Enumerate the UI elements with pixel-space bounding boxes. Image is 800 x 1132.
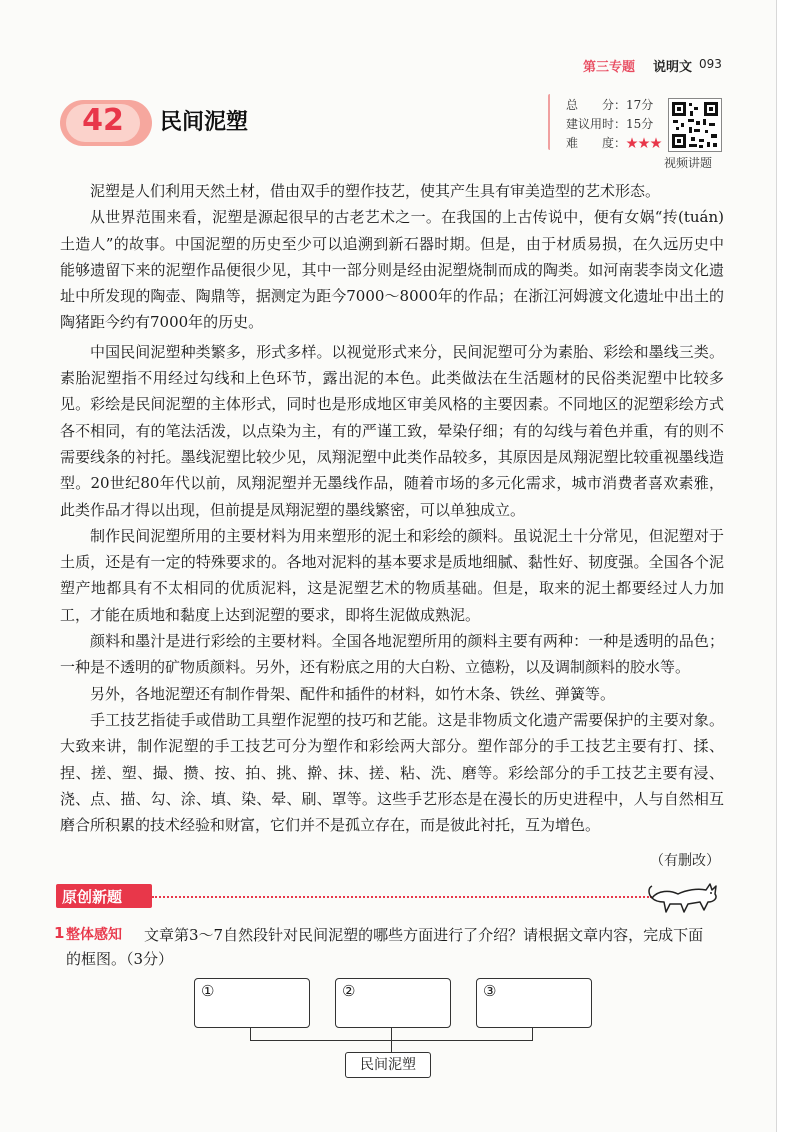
framework-root: 民间泥塑: [345, 1052, 431, 1078]
paragraph-3: 中国民间泥塑种类繁多，形式多样。以视觉形式来分，民间泥塑可分为素胎、彩绘和墨线三类。素胎泥塑指不用经过勾线和上色环节，露出泥的本色。此类做法在生活题材的民俗类泥塑中比较多见。彩绘是民间泥塑的主体形式，同时也是形成地区审美风格的主要因素。不同地区的泥塑彩绘方式各不相同，有的笔法活泼，以点染为主，有的严谨工致，晕染仔细；有的勾线与着色并重，有的则不需要线条的衬托。墨线泥塑比较少见，凤翔泥塑中此类作品较多，其原因是凤翔泥塑比较重视墨线造型。20世纪80年代以前，凤翔泥塑并无墨线作品，随着市场的多元化需求，城市消费者喜欢素雅，此类作品才得以出现，但前提是凤翔泥塑的墨线繁密，可以单独成立。: [60, 342, 724, 519]
connector-3: [532, 1027, 533, 1041]
video-label: 视频讲题: [664, 156, 713, 170]
answer-box-2-label: ②: [342, 982, 356, 1000]
question-text: 文章第3～7自然段针对民间泥塑的哪些方面进行了介绍？请根据文章内容，完成下面: [144, 926, 704, 944]
qr-code-icon[interactable]: [668, 98, 722, 152]
answer-box-3[interactable]: [476, 978, 592, 1028]
connector-horizontal: [250, 1040, 532, 1041]
info-total-label: 总 分：: [566, 98, 627, 112]
info-difficulty-label: 难 度：: [566, 136, 627, 150]
paragraph-7: 手工技艺指徒手或借助工具塑作泥塑的技巧和艺能。这是非物质文化遗产需要保护的主要对象。大致来讲，制作泥塑的手工技艺可分为塑作和彩绘两大部分。塑作部分的手工技艺主要有打、揉、捏、搓、塑、撮、攒、按、拍、挑、擀、抹、搓、粘、洗、磨等。彩绘部分的手工技艺主要有浸、浇、点、描、勾、涂、填、染、晕、刷、罩等。这些手艺形态是在漫长的历史进程中，人与自然相互磨合所积累的技术经验和财富，它们并不是孤立存在，而是彼此衬托，互为增色。: [60, 710, 724, 835]
cat-icon: [648, 876, 720, 916]
lesson-number: 42: [82, 103, 124, 138]
paragraph-6: 另外，各地泥塑还有制作骨架、配件和插件的材料，如竹木条、铁丝、弹簧等。: [90, 684, 616, 703]
source-note: （有删改）: [650, 853, 720, 869]
page-edge: [776, 0, 800, 1132]
paragraph-5: 颜料和墨汁是进行彩绘的主要材料。全国各地泥塑所用的颜料主要有两种：一种是透明的品色；一种是不透明的矿物质颜料。另外，还有粉底之用的大白粉、立德粉，以及调制颜料的胶水等。: [60, 632, 724, 677]
info-time-value: 15分: [626, 117, 654, 131]
paragraph-1: 泥塑是人们利用天然土材，借由双手的塑作技艺，使其产生具有审美造型的艺术形态。: [90, 182, 661, 200]
question-number: 1: [54, 924, 65, 942]
header-type: 说明文: [653, 60, 693, 75]
answer-box-2[interactable]: [335, 978, 451, 1028]
answer-box-3-label: ③: [483, 982, 497, 1000]
connector-1: [250, 1027, 251, 1041]
article-body: [60, 178, 724, 838]
page-number: 093: [699, 57, 722, 71]
info-time-label: 建议用时：: [566, 117, 627, 131]
question-text-cont: 的框图。（3分）: [66, 950, 174, 968]
section-label: 原创新题: [62, 888, 123, 906]
answer-box-1[interactable]: [194, 978, 310, 1028]
info-time: [566, 115, 653, 132]
dotted-divider: [152, 896, 652, 898]
difficulty-stars: ★★★: [626, 136, 663, 150]
question-tag: 整体感知: [66, 927, 122, 943]
lesson-title: 民间泥塑: [160, 110, 249, 135]
answer-box-1-label: ①: [201, 982, 215, 1000]
paragraph-2: 从世界范围来看，泥塑是源起很早的古老艺术之一。在我国的上古传说中，便有女娲“抟(tuán)土造人”的故事。中国泥塑的历史至少可以追溯到新石器时期。但是，由于材质易损，在久远历史中能够遗留下来的泥塑作品便很少见，其中一部分则是经由泥塑烧制而成的陶类。如河南裴李岗文化遗址中所发现的陶壶、陶鼎等，据测定为距今7000～8000年的作品；在浙江河姆渡文化遗址中出土的陶猪距今约有7000年的历史。: [60, 208, 724, 332]
info-difficulty: [566, 134, 662, 151]
info-total-value: 17分: [626, 98, 654, 112]
paragraph-4: 制作民间泥塑所用的主要材料为用来塑形的泥土和彩绘的颜料。虽说泥土十分常见，但泥塑对于土质，还是有一定的特殊要求的。各地对泥料的基本要求是质地细腻、黏性好、韧度强。全国各个泥塑产地都具有不太相同的优质泥料，这是泥塑艺术的物质基础。但是，取来的泥土都要经过人力加工，才能在质地和黏度上达到泥塑的要求，即将生泥做成熟泥。: [60, 526, 724, 624]
info-total: [566, 96, 653, 113]
header-section: 第三专题: [583, 60, 636, 75]
